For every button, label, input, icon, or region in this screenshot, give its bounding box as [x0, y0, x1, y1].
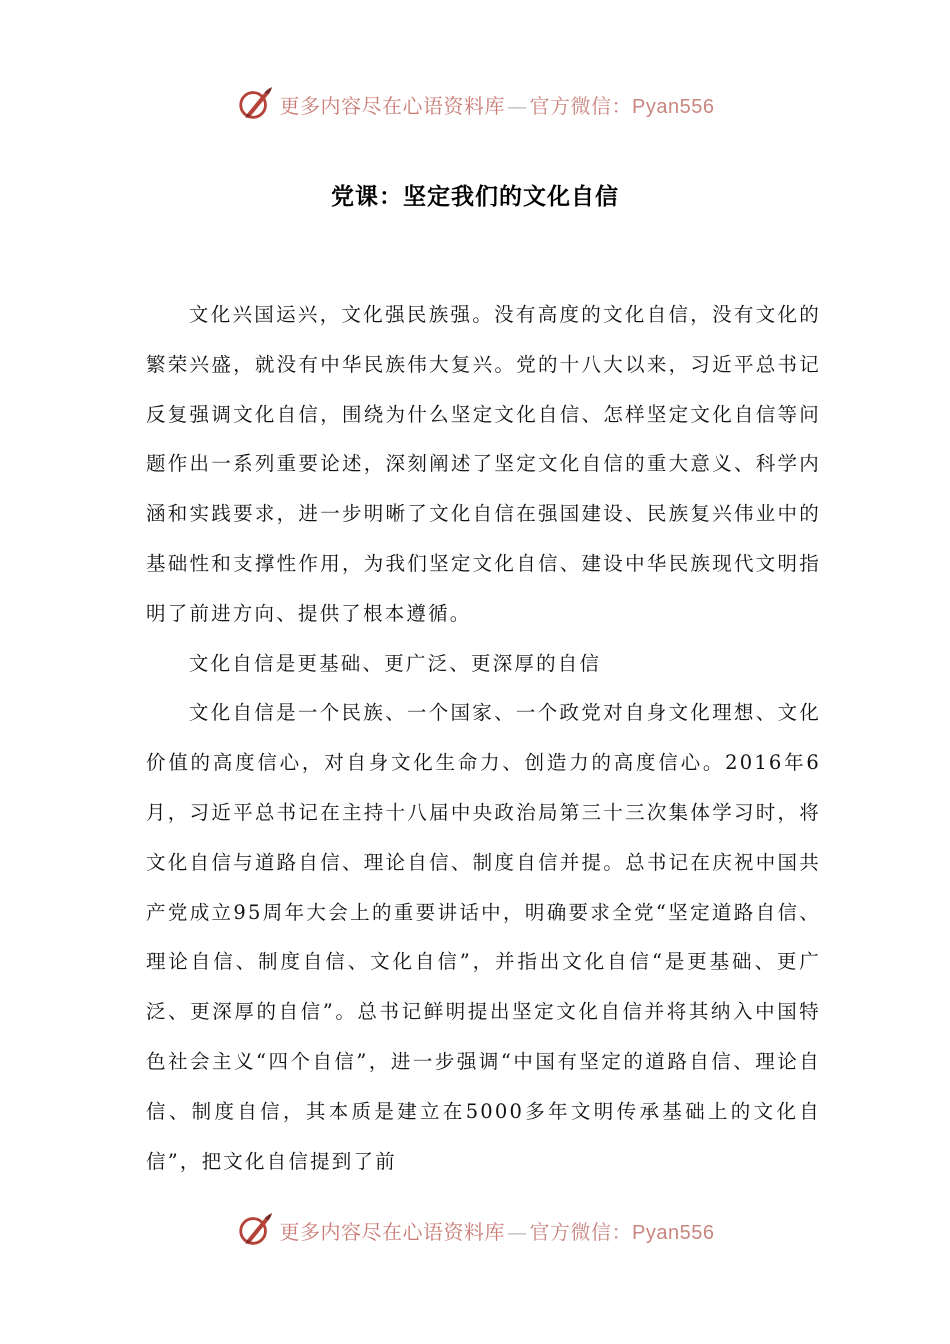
banner-site-name: 更多内容尽在心语资料库 [279, 1219, 506, 1244]
banner-site-name: 更多内容尽在心语资料库 [279, 93, 506, 118]
document-title: 党课：坚定我们的文化自信 [331, 184, 619, 210]
quill-pen-logo-icon [236, 1211, 274, 1249]
paragraph: 文化兴国运兴，文化强民族强。没有高度的文化自信，没有文化的繁荣兴盛，就没有中华民族伟大复兴。党的十八大以来，习近平总书记反复强调文化自信，围绕为什么坚定文化自信、怎样坚定文化自信等问题作出一系列重要论述，深刻阐述了坚定文化自信的重大意义、科学内涵和实践要求，进一步明晰了文化自信在强国建设、民族复兴伟业中的基础性和支撑性作用，为我们坚定文化自信、建设中华民族现代文明指明了前进方向、提供了根本遵循。 [146, 303, 821, 625]
banner-text [280, 90, 715, 119]
footer-banner [0, 1210, 950, 1250]
banner-wechat-id: Pyan556 [632, 95, 715, 118]
paragraph: 文化自信是一个民族、一个国家、一个政党对自身文化理想、文化价值的高度信心，对自身文化生命力、创造力的高度信心。2016年6月，习近平总书记在主持十八届中央政治局第三十三次集体学习时，将文化自信与道路自信、理论自信、制度自信并提。总书记在庆祝中国共产党成立95周年大会上的重要讲话中，明确要求全党“坚定道路自信、理论自信、制度自信、文化自信”，并指出文化自信“是更基础、更广泛、更深厚的自信”。总书记鲜明提出坚定文化自信并将其纳入中国特色社会主义“四个自信”，进一步强调“中国有坚定的道路自信、理论自信、制度自信，其本质是建立在5000多年文明传承基础上的文化自信”，把文化自信提到了前 [146, 701, 821, 1173]
banner-text [280, 1216, 715, 1245]
banner-separator: — [507, 93, 528, 118]
document-body [146, 290, 821, 1186]
section-heading: 文化自信是更基础、更广泛、更深厚的自信 [188, 651, 602, 675]
banner-separator: — [507, 1219, 528, 1244]
banner-wechat-id: Pyan556 [632, 1221, 715, 1244]
banner-wechat-label: 官方微信： [529, 93, 633, 118]
header-banner [0, 84, 950, 124]
quill-pen-logo-icon [236, 85, 274, 123]
banner-wechat-label: 官方微信： [529, 1219, 633, 1244]
